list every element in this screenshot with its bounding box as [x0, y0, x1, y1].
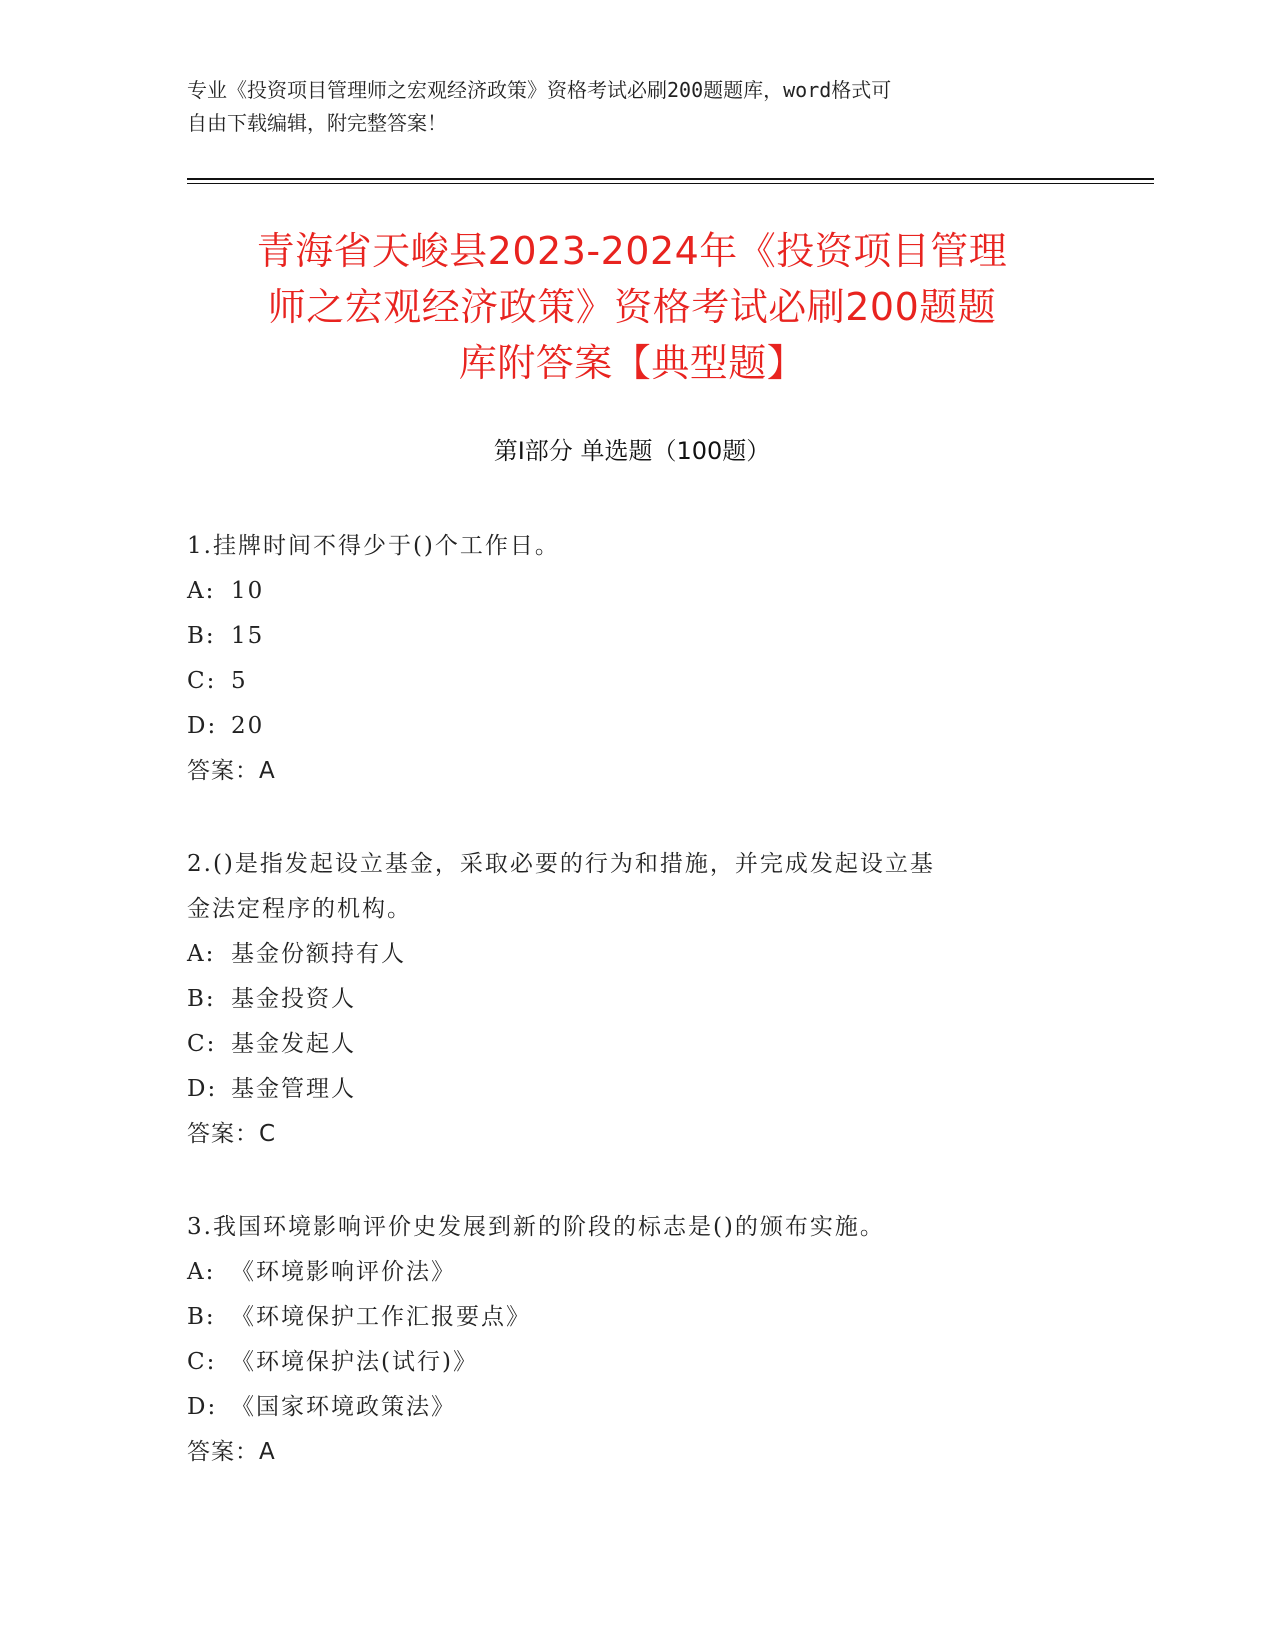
option-b: [187, 1295, 1067, 1340]
option-c: [187, 1022, 1067, 1067]
question-stem: 2.()是指发起设立基金，采取必要的行为和措施，并完成发起设立基: [187, 851, 935, 877]
answer-line: 答案：A: [187, 1439, 276, 1465]
option-text: 基金投资人: [231, 986, 356, 1012]
option-d: [187, 1067, 1067, 1112]
option-letter: C:: [187, 1349, 217, 1375]
option-text: 基金发起人: [231, 1031, 356, 1057]
option-a: [187, 569, 1067, 614]
option-d: [187, 704, 1067, 749]
header-note-line-1: 专业《投资项目管理师之宏观经济政策》资格考试必刷200题题库，word格式可: [187, 78, 892, 102]
document-title: [187, 223, 1077, 391]
question-item: [187, 1205, 1067, 1475]
option-d: [187, 1385, 1067, 1430]
section-heading: 第I部分 单选题（100题）: [493, 437, 771, 465]
option-letter: B:: [187, 623, 216, 649]
option-letter: B:: [187, 1304, 216, 1330]
option-text: 基金管理人: [231, 1076, 356, 1102]
question-stem: 1.挂牌时间不得少于()个工作日。: [187, 533, 560, 559]
option-text: 5: [231, 668, 248, 694]
answer-line: 答案：C: [187, 1121, 277, 1147]
answer-line: 答案：A: [187, 758, 276, 784]
option-text: 15: [231, 623, 265, 649]
option-c: [187, 659, 1067, 704]
option-c: [187, 1340, 1067, 1385]
question-item: [187, 524, 1067, 794]
question-list: [187, 524, 1067, 1523]
header-divider-thin: [187, 183, 1154, 184]
option-letter: C:: [187, 668, 217, 694]
option-letter: B:: [187, 986, 216, 1012]
option-text: 基金份额持有人: [231, 941, 406, 967]
question-stem-continued: 金法定程序的机构。: [187, 896, 412, 922]
option-text: 10: [231, 578, 265, 604]
question-item: [187, 842, 1067, 1157]
option-text: 《环境保护法(试行)》: [231, 1349, 478, 1375]
option-text: 《国家环境政策法》: [231, 1394, 456, 1420]
option-letter: C:: [187, 1031, 217, 1057]
header-note-line-2: 自由下载编辑，附完整答案！: [187, 111, 447, 135]
option-letter: A:: [187, 1259, 216, 1285]
header-divider-thick: [187, 178, 1154, 180]
option-letter: D:: [187, 1076, 218, 1102]
option-a: [187, 1250, 1067, 1295]
document-title-line-3: 库附答案【典型题】: [458, 341, 806, 385]
option-letter: D:: [187, 1394, 218, 1420]
document-title-line-2: 师之宏观经济政策》资格考试必刷200题题: [267, 285, 997, 329]
option-letter: A:: [187, 941, 216, 967]
option-b: [187, 614, 1067, 659]
question-stem: 3.我国环境影响评价史发展到新的阶段的标志是()的颁布实施。: [187, 1214, 885, 1240]
option-text: 《环境影响评价法》: [231, 1259, 456, 1285]
document-title-line-1: 青海省天峻县2023-2024年《投资项目管理: [256, 229, 1008, 273]
option-letter: D:: [187, 713, 218, 739]
option-b: [187, 977, 1067, 1022]
option-letter: A:: [187, 578, 216, 604]
option-text: 20: [231, 713, 265, 739]
header-note: [187, 74, 1067, 140]
option-a: [187, 932, 1067, 977]
option-text: 《环境保护工作汇报要点》: [231, 1304, 531, 1330]
